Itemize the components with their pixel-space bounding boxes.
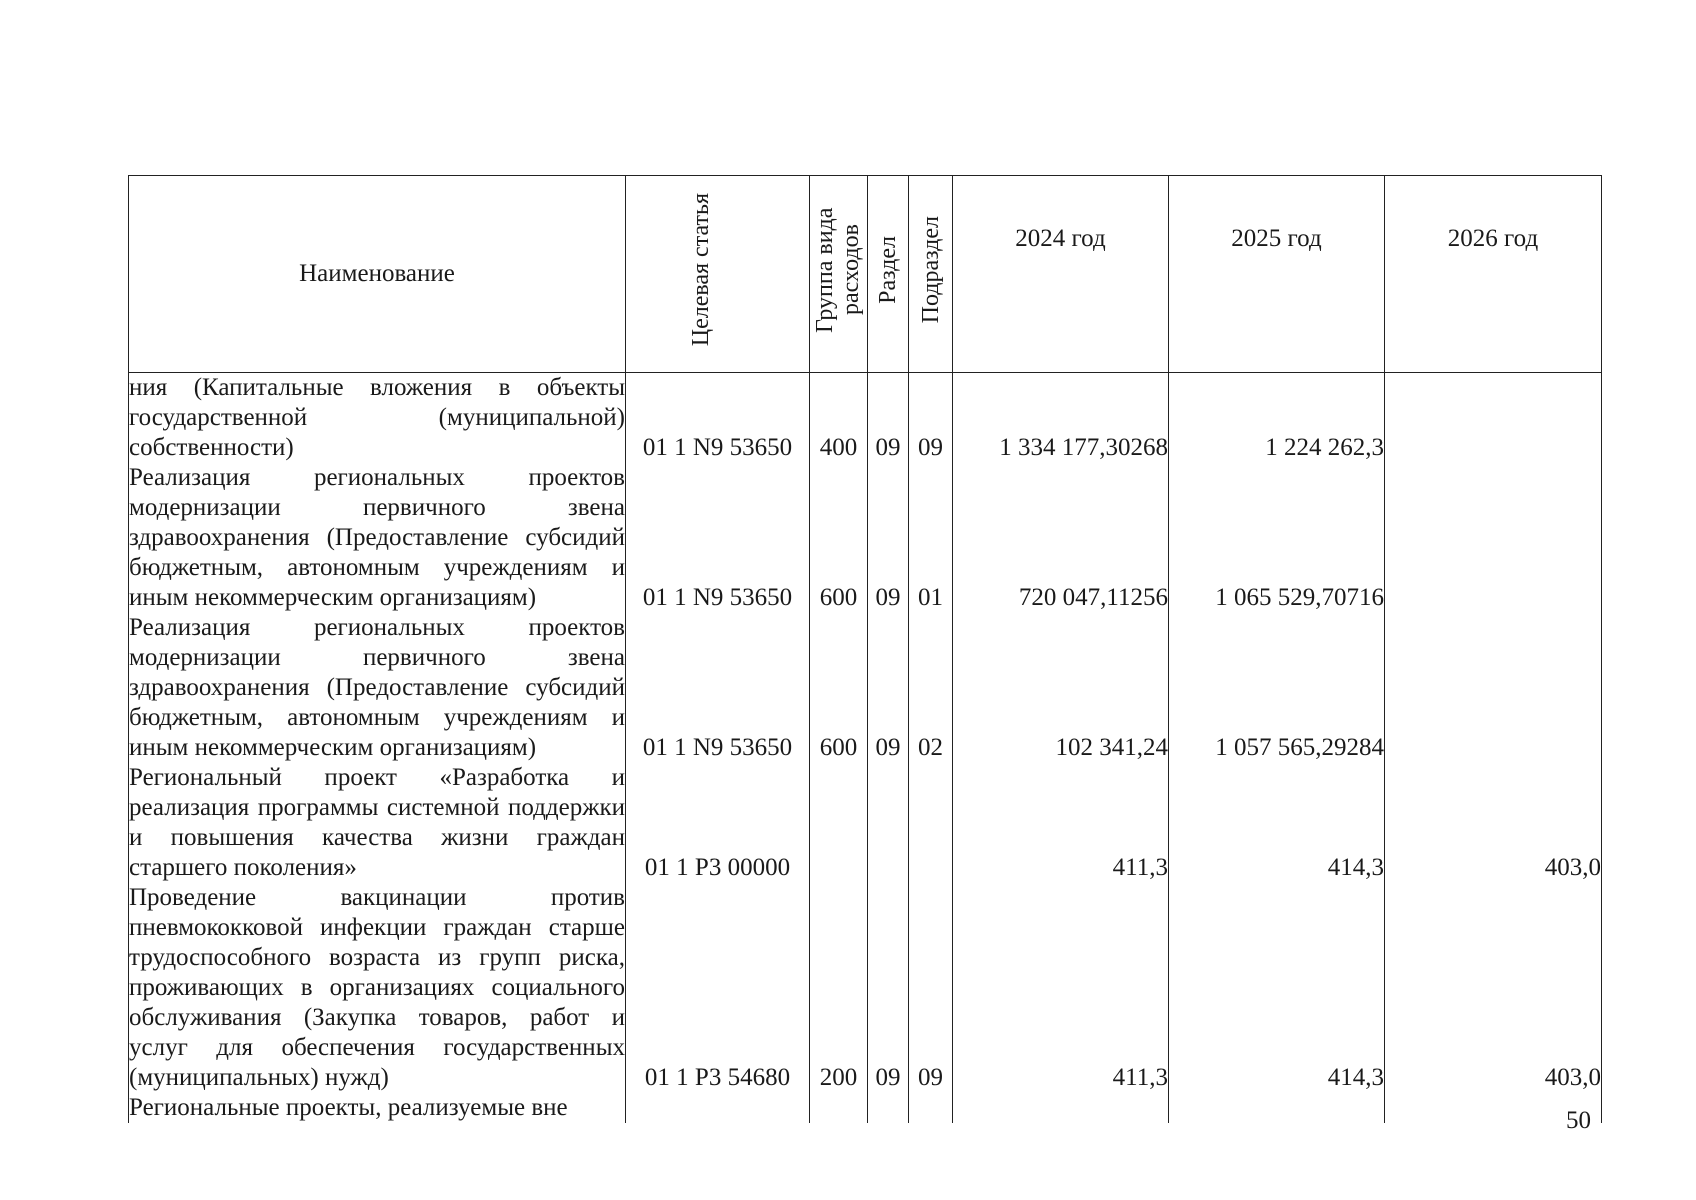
- cell-y2025: 1 057 565,29284: [1169, 613, 1385, 763]
- cell-group: 600: [810, 463, 868, 613]
- cell-group: [810, 1093, 868, 1123]
- cell-y2024: 1 334 177,30268: [953, 373, 1169, 464]
- header-section: [868, 176, 909, 373]
- cell-y2026: [1385, 463, 1602, 613]
- table-body: [129, 373, 1602, 1124]
- cell-section: [868, 763, 909, 883]
- cell-code: 01 1 N9 53650: [626, 373, 810, 464]
- header-group-label: Группа вида расходов: [811, 207, 864, 333]
- cell-y2025: 1 224 262,3: [1169, 373, 1385, 464]
- cell-section: 09: [868, 463, 909, 613]
- header-name-label: Наименование: [299, 260, 455, 287]
- header-2025: [1169, 176, 1385, 373]
- header-2025-label: 2025 год: [1231, 225, 1322, 252]
- table-row: [129, 463, 1602, 613]
- table-row: [129, 1093, 1602, 1123]
- header-target-label: Целевая статья: [687, 193, 714, 347]
- cell-subsection: 09: [909, 373, 953, 464]
- cell-name: Реализация региональных проектов модернизации первичного звена здравоохранения (Предоставление субсидий бюджетным, автономным учреждениям и иным некоммерческим организациям): [129, 614, 625, 761]
- cell-name: Реализация региональных проектов модернизации первичного звена здравоохранения (Предоставление субсидий бюджетным, автономным учреждениям и иным некоммерческим организациям): [129, 464, 625, 611]
- cell-subsection: [909, 763, 953, 883]
- header-target: [626, 176, 810, 373]
- cell-code: 01 1 N9 53650: [626, 463, 810, 613]
- cell-y2026: [1385, 613, 1602, 763]
- cell-group: 400: [810, 373, 868, 464]
- cell-group: 200: [810, 883, 868, 1093]
- cell-group: 600: [810, 613, 868, 763]
- cell-subsection: 01: [909, 463, 953, 613]
- cell-code: [626, 1093, 810, 1123]
- cell-name: Региональный проект «Разработка и реализация программы системной поддержки и повышения качества жизни граждан старшего поколения»: [129, 764, 625, 881]
- cell-section: 09: [868, 613, 909, 763]
- cell-y2025: [1169, 1093, 1385, 1123]
- budget-table: [128, 175, 1602, 1123]
- cell-section: 09: [868, 883, 909, 1093]
- cell-code: 01 1 N9 53650: [626, 613, 810, 763]
- cell-group: [810, 763, 868, 883]
- cell-y2024: [953, 1093, 1169, 1123]
- table-row: [129, 373, 1602, 464]
- cell-y2025: 414,3: [1169, 883, 1385, 1093]
- cell-name: ния (Капитальные вложения в объекты государственной (муниципальной) собственности): [129, 374, 625, 461]
- table-row: [129, 763, 1602, 883]
- cell-y2024: 720 047,11256: [953, 463, 1169, 613]
- cell-y2024: 411,3: [953, 883, 1169, 1093]
- cell-y2025: 414,3: [1169, 763, 1385, 883]
- table-header-row: [129, 176, 1602, 373]
- header-subsection-label: Подраздел: [917, 216, 944, 324]
- cell-y2026: 403,0: [1385, 883, 1602, 1093]
- cell-code: 01 1 P3 00000: [626, 763, 810, 883]
- table-row: [129, 883, 1602, 1093]
- header-name: [129, 176, 626, 373]
- cell-name: Проведение вакцинации против пневмококковой инфекции граждан старше трудоспособного возраста из групп риска, проживающих в организациях социального обслуживания (Закупка товаров, работ и услуг для обеспечения государственных (муниципальных) нужд): [129, 884, 625, 1091]
- header-group: [810, 176, 868, 373]
- table-row: [129, 613, 1602, 763]
- header-2026: [1385, 176, 1602, 373]
- header-2024: [953, 176, 1169, 373]
- cell-name: Региональные проекты, реализуемые вне: [129, 1093, 626, 1123]
- header-section-label: Раздел: [875, 236, 901, 304]
- cell-subsection: [909, 1093, 953, 1123]
- cell-subsection: 09: [909, 883, 953, 1093]
- page-number: 50: [1566, 1107, 1591, 1134]
- cell-y2024: 411,3: [953, 763, 1169, 883]
- header-2026-label: 2026 год: [1447, 225, 1539, 252]
- cell-y2024: 102 341,24: [953, 613, 1169, 763]
- cell-section: 09: [868, 373, 909, 464]
- cell-y2026: 403,0: [1385, 763, 1602, 883]
- cell-y2025: 1 065 529,70716: [1169, 463, 1385, 613]
- cell-section: [868, 1093, 909, 1123]
- header-2024-label: 2024 год: [1015, 225, 1106, 252]
- cell-subsection: 02: [909, 613, 953, 763]
- cell-code: 01 1 P3 54680: [626, 883, 810, 1093]
- header-subsection: [909, 176, 953, 373]
- cell-y2026: [1385, 373, 1602, 464]
